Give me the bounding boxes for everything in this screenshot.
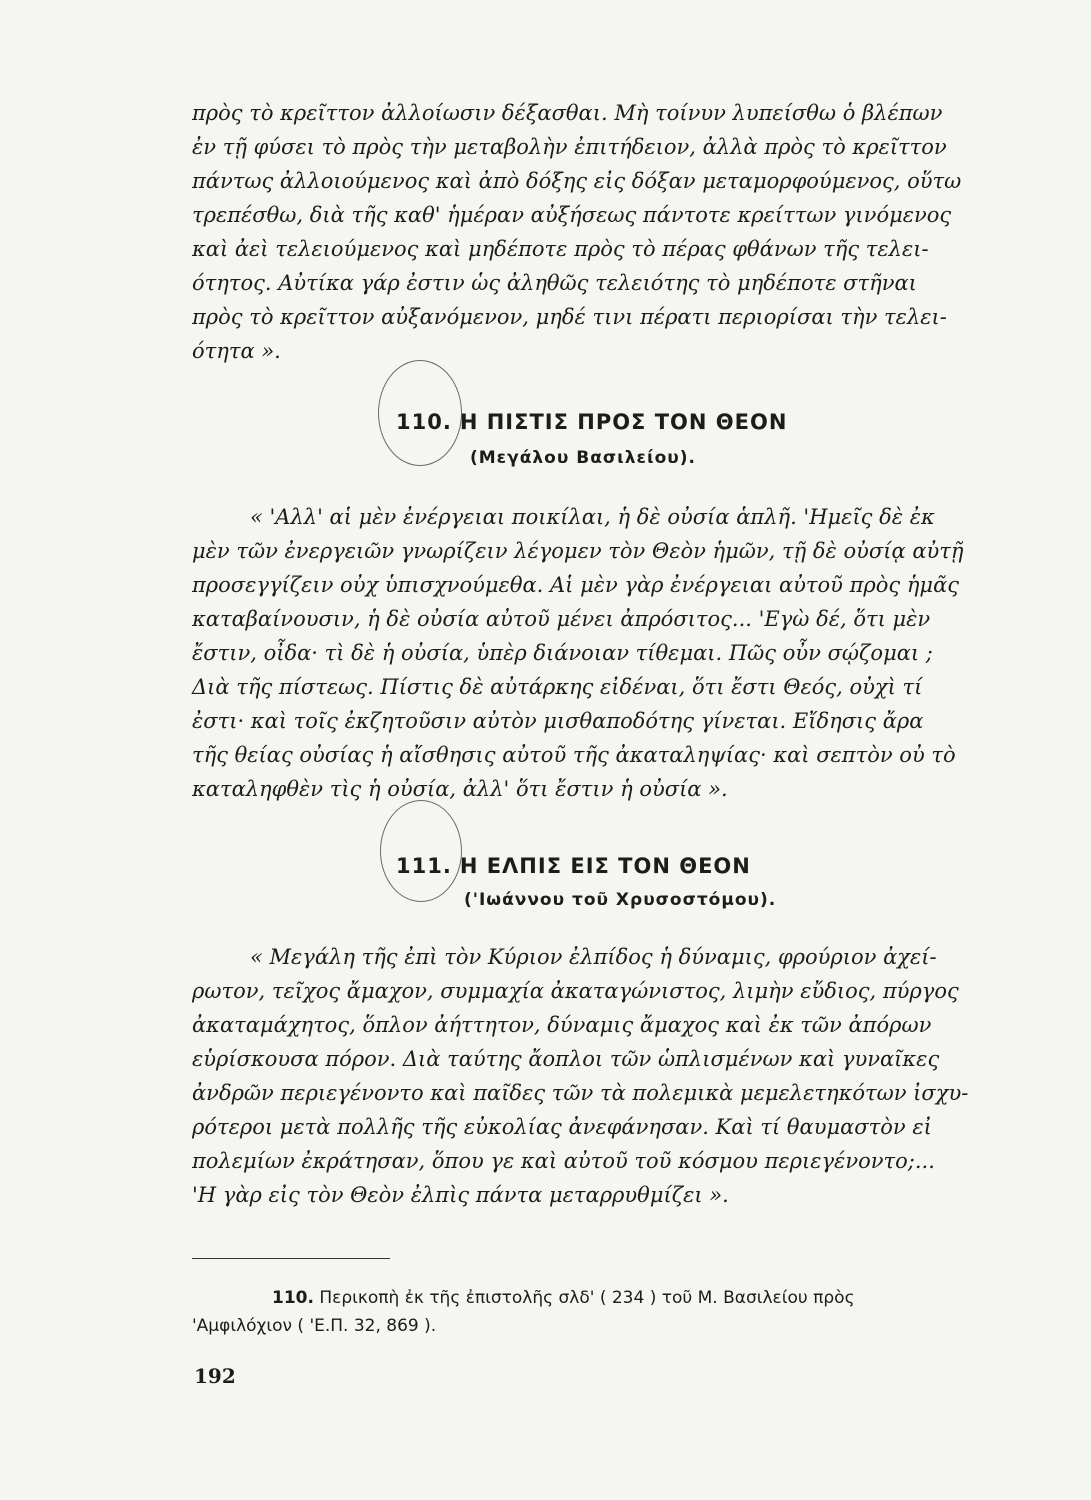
text-line: ἔστιν, οἶδα· τὶ δὲ ἡ οὐσία, ὑπὲρ διάνοιαν τίθεμαι. Πῶς οὖν σῴζομαι ; xyxy=(192,641,933,665)
text-line: προσεγγίζειν οὐχ ὑπισχνούμεθα. Αἱ μὲν γὰρ ἐνέργειαι αὐτοῦ πρὸς ἡμᾶς xyxy=(192,573,960,597)
section-source-110: (Μεγάλου Βασιλείου). xyxy=(470,448,696,468)
footnote-number: 110. xyxy=(272,1288,314,1308)
text-line: ότητος. Αὐτίκα γάρ ἐστιν ὡς ἀληθῶς τελειότης τὸ μηδέποτε στῆναι xyxy=(192,271,917,295)
footnote-separator xyxy=(192,1258,390,1259)
text-line: μὲν τῶν ἐνεργειῶν γνωρίζειν λέγομεν τὸν Θεὸν ἡμῶν, τῇ δὲ οὐσίᾳ αὐτῇ xyxy=(192,539,964,563)
text-line: ἀνδρῶν περιεγένοντο καὶ παῖδες τῶν τὰ πολεμικὰ μεμελετηκότων ἰσχυ- xyxy=(192,1081,969,1105)
paragraph-3 xyxy=(192,940,969,1212)
page-number: 192 xyxy=(194,1364,236,1388)
text-line: « Μεγάλη τῆς ἐπὶ τὸν Κύριον ἐλπίδος ἡ δύναμις, φρούριον ἀχεί- xyxy=(250,945,937,969)
section-heading-111 xyxy=(396,854,751,878)
text-line: τρεπέσθω, διὰ τῆς καθ' ἡμέραν αὐξήσεως πάντοτε κρείττων γινόμενος xyxy=(192,203,952,227)
text-line: πρὸς τὸ κρεῖττον ἀλλοίωσιν δέξασθαι. Μὴ τοίνυν λυπείσθω ὁ βλέπων xyxy=(192,101,943,125)
footnote-line: 'Αμφιλόχιον ( 'Ε.Π. 32, 869 ). xyxy=(192,1316,437,1336)
section-source-111: ('Ιωάννου τοῦ Χρυσοστόμου). xyxy=(464,890,777,910)
text-line: ότητα ». xyxy=(192,339,281,363)
text-line: καὶ ἀεὶ τελειούμενος καὶ μηδέποτε πρὸς τὸ πέρας φθάνων τῆς τελει- xyxy=(192,237,929,261)
footnote xyxy=(192,1284,855,1340)
text-line: « 'Αλλ' αἱ μὲν ἐνέργειαι ποικίλαι, ἡ δὲ οὐσία ἁπλῆ. 'Ημεῖς δὲ ἐκ xyxy=(250,505,935,529)
section-heading-110 xyxy=(396,410,787,434)
text-line: καταληφθὲν τὶς ἡ οὐσία, ἀλλ' ὅτι ἔστιν ἡ οὐσία ». xyxy=(192,777,728,801)
footnote-text: Περικοπὴ ἐκ τῆς ἐπιστολῆς σλδ' ( 234 ) τοῦ Μ. Βασιλείου πρὸς xyxy=(319,1288,855,1308)
text-line: 'Η γὰρ εἰς τὸν Θεὸν ἐλπὶς πάντα μεταρρυθμίζει ». xyxy=(192,1183,729,1207)
text-line: εὑρίσκουσα πόρον. Διὰ ταύτης ἄοπλοι τῶν ὡπλισμένων καὶ γυναῖκες xyxy=(192,1047,940,1071)
text-line: ρότεροι μετὰ πολλῆς τῆς εὐκολίας ἀνεφάνησαν. Καὶ τί θαυμαστὸν εἰ xyxy=(192,1115,932,1139)
section-number: 110. xyxy=(396,410,452,434)
text-line: καταβαίνουσιν, ἡ δὲ οὐσία αὐτοῦ μένει ἀπρόσιτος... 'Εγὼ δέ, ὅτι μὲν xyxy=(192,607,931,631)
text-line: ρωτον, τεῖχος ἄμαχον, συμμαχία ἀκαταγώνιστος, λιμὴν εὔδιος, πύργος xyxy=(192,979,959,1003)
hand-drawn-circle-mark xyxy=(380,800,462,902)
section-title: Η ΕΛΠΙΣ ΕΙΣ ΤΟΝ ΘΕΟΝ xyxy=(459,854,751,878)
text-line: ἀκαταμάχητος, ὅπλον ἀήττητον, δύναμις ἄμαχος καὶ ἐκ τῶν ἀπόρων xyxy=(192,1013,932,1037)
text-line: πρὸς τὸ κρεῖττον αὐξανόμενον, μηδέ τινι πέρατι περιορίσαι τὴν τελει- xyxy=(192,305,947,329)
text-line: ἐστι· καὶ τοῖς ἐκζητοῦσιν αὐτὸν μισθαποδότης γίνεται. Εἴδησις ἄρα xyxy=(192,709,924,733)
paragraph-1 xyxy=(192,96,962,368)
text-line: Διὰ τῆς πίστεως. Πίστις δὲ αὐτάρκης εἰδέναι, ὅτι ἔστι Θεός, οὐχὶ τί xyxy=(192,675,923,699)
text-line: ἐν τῇ φύσει τὸ πρὸς τὴν μεταβολὴν ἐπιτήδειον, ἀλλὰ πρὸς τὸ κρεῖττον xyxy=(192,135,947,159)
footnote-line xyxy=(192,1284,855,1312)
text-line: πάντως ἀλλοιούμενος καὶ ἀπὸ δόξης εἰς δόξαν μεταμορφούμενος, οὕτω xyxy=(192,169,962,193)
section-title: Η ΠΙΣΤΙΣ ΠΡΟΣ ΤΟΝ ΘΕΟΝ xyxy=(459,410,788,434)
section-number: 111. xyxy=(396,854,452,878)
text-line: πολεμίων ἐκράτησαν, ὅπου γε καὶ αὐτοῦ τοῦ κόσμου περιεγένοντο;... xyxy=(192,1149,935,1173)
paragraph-2 xyxy=(192,500,964,806)
text-line: τῆς θείας οὐσίας ἡ αἴσθησις αὐτοῦ τῆς ἀκαταληψίας· καὶ σεπτὸν οὐ τὸ xyxy=(192,743,956,767)
